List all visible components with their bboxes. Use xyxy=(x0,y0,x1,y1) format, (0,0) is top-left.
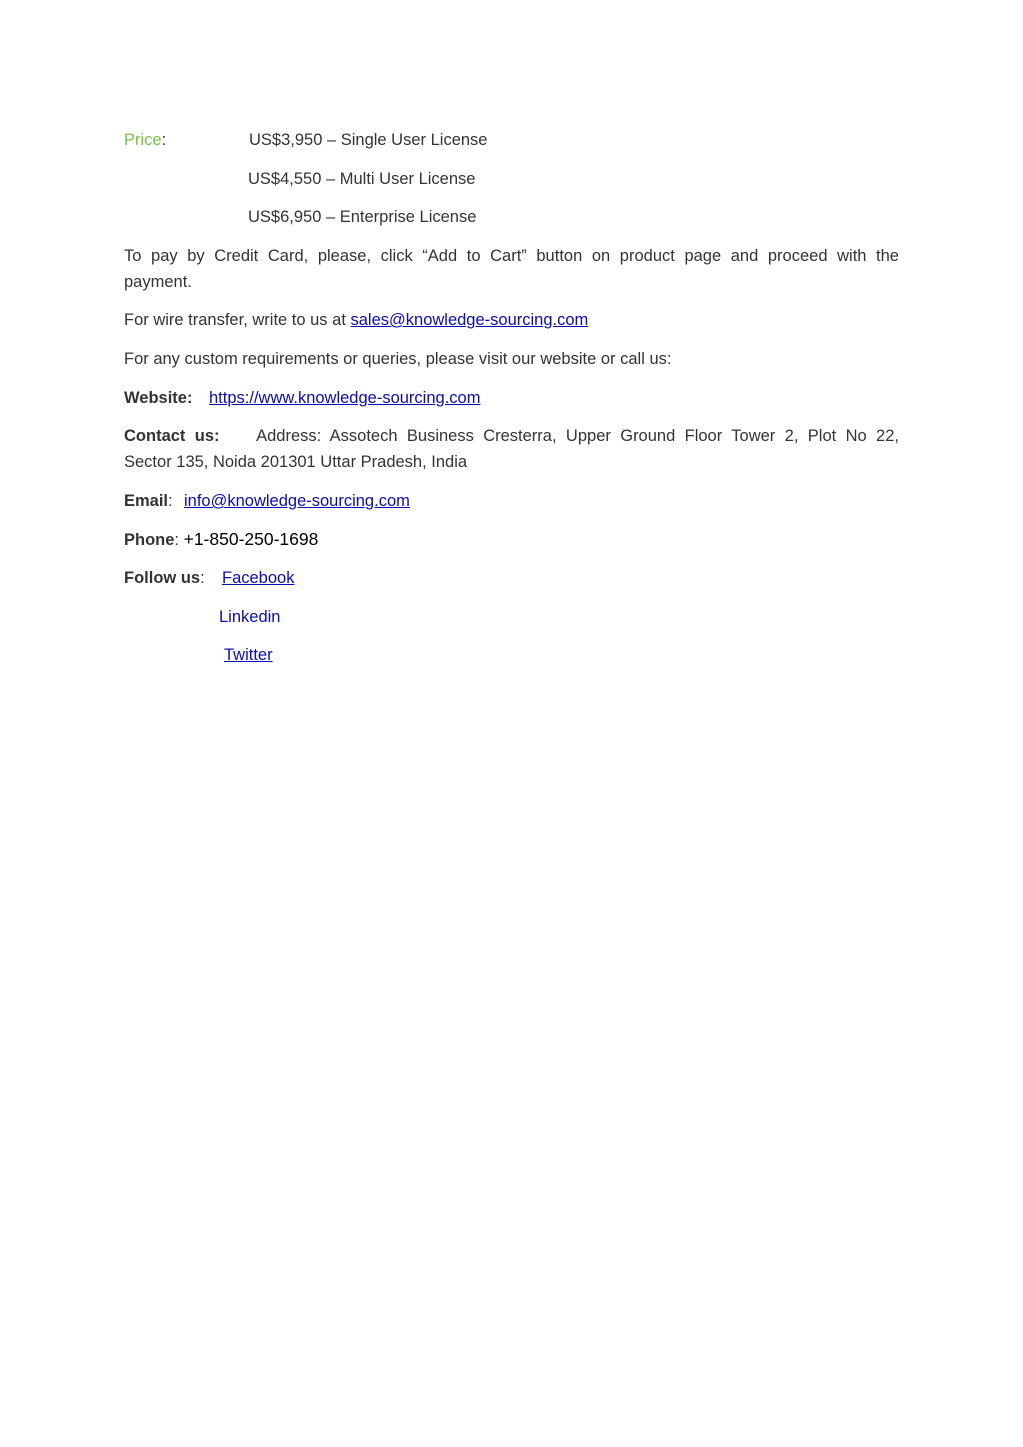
credit-card-text-line1: To pay by Credit Card, please, click “Add to Cart” button on product page and proceed with the xyxy=(124,247,899,265)
twitter-link-wrap xyxy=(224,645,273,665)
website-label: Website: xyxy=(124,389,193,407)
custom-requirements-text: For any custom requirements or queries, please visit our website or call us: xyxy=(124,350,672,368)
contact-label: Contact us: xyxy=(124,427,220,445)
email-colon: : xyxy=(168,492,173,510)
phone-colon: : xyxy=(174,531,184,549)
facebook-link-wrap xyxy=(222,568,294,588)
follow-label: Follow us xyxy=(124,569,201,587)
email-line xyxy=(124,491,173,511)
website-link-wrap xyxy=(209,388,480,408)
phone-line xyxy=(124,529,318,550)
website-line xyxy=(124,388,192,408)
credit-card-paragraph xyxy=(124,243,899,295)
wire-transfer-text: For wire transfer, write to us at xyxy=(124,311,351,329)
website-link[interactable]: https://www.knowledge-sourcing.com xyxy=(209,389,481,407)
price-row-1 xyxy=(124,130,166,150)
wire-transfer-line xyxy=(124,310,588,330)
phone-number: +1-850-250-1698 xyxy=(183,529,319,549)
info-email-link[interactable]: info@knowledge-sourcing.com xyxy=(184,492,410,510)
price-colon: : xyxy=(161,131,167,149)
contact-paragraph xyxy=(124,423,899,475)
follow-line xyxy=(124,568,205,588)
linkedin-link[interactable]: Linkedin xyxy=(219,608,281,626)
phone-label: Phone xyxy=(124,531,175,549)
address-line2: Sector 135, Noida 201301 Uttar Pradesh, India xyxy=(124,453,468,471)
twitter-link[interactable]: Twitter xyxy=(224,646,273,664)
credit-card-text-line2: payment. xyxy=(124,273,192,291)
license-enterprise: US$6,950 – Enterprise License xyxy=(248,208,477,226)
contact-line1 xyxy=(124,423,899,449)
license-single-user: US$3,950 – Single User License xyxy=(249,131,488,149)
license-multi-user: US$4,550 – Multi User License xyxy=(248,170,476,188)
facebook-link[interactable]: Facebook xyxy=(222,569,295,587)
email-link-wrap xyxy=(184,491,410,511)
email-label: Email xyxy=(124,492,169,510)
sales-email-link[interactable]: sales@knowledge-sourcing.com xyxy=(350,311,589,329)
address-line1: Address: Assotech Business Cresterra, Upper Ground Floor Tower 2, Plot No 22, xyxy=(256,427,899,445)
price-label: Price xyxy=(124,131,162,149)
linkedin-link-wrap xyxy=(219,607,280,627)
follow-colon: : xyxy=(200,569,205,587)
